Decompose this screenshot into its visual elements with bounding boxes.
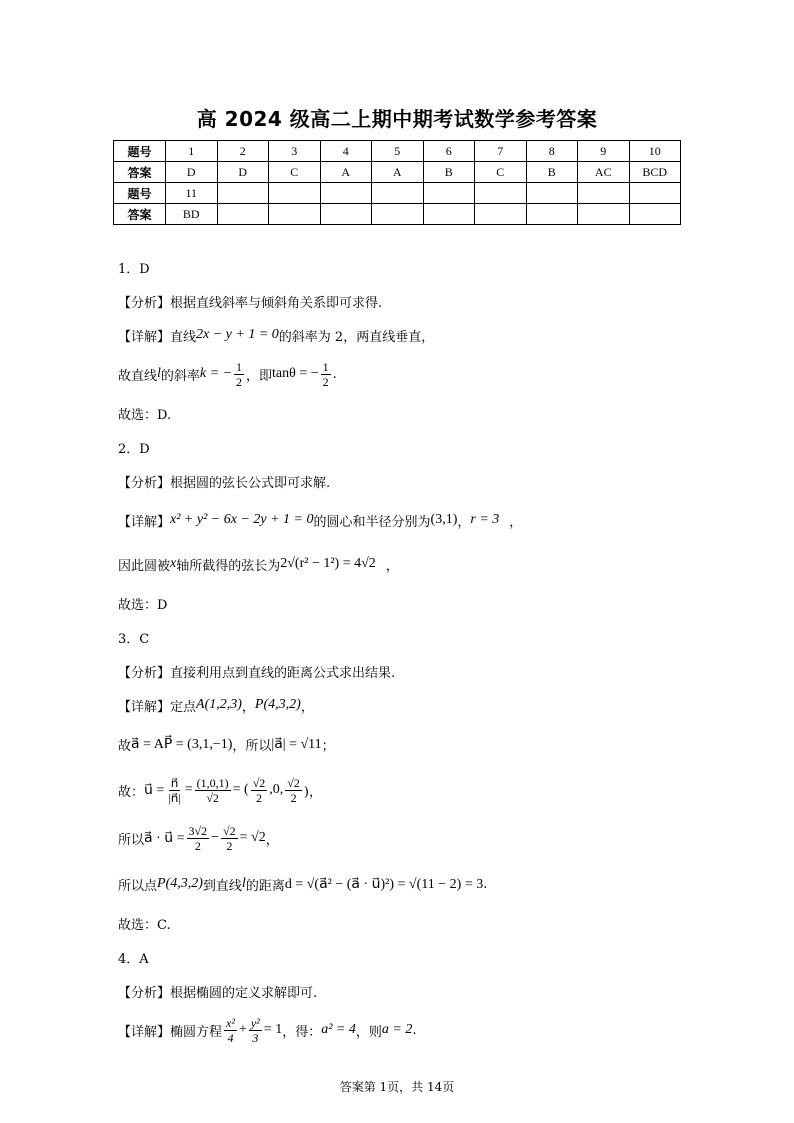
q4-a-value: a = 2 <box>381 1022 413 1037</box>
table-cell: D <box>217 162 269 183</box>
q3-analysis <box>118 654 688 688</box>
table-cell: B <box>526 162 578 183</box>
table-cell <box>526 183 578 204</box>
q4-text: 【详解】椭圆方程 <box>118 1024 223 1040</box>
row-label-question-number: 题号 <box>114 141 166 162</box>
q4-text: ，得： <box>282 1024 322 1040</box>
q1-analysis <box>118 284 688 318</box>
row-label-question-number: 题号 <box>114 183 166 204</box>
frac-numerator: x² <box>226 1015 235 1030</box>
q1-slope-line <box>118 352 688 396</box>
row-label-answer: 答案 <box>114 162 166 183</box>
table-cell: C <box>475 162 527 183</box>
table-cell <box>629 183 681 204</box>
table-cell: B <box>423 162 475 183</box>
q2-text: ， <box>385 558 399 574</box>
q1-slope-k: k = − <box>199 366 233 381</box>
q2-analysis-text: 【分析】根据圆的弦长公式即可求解. <box>118 475 331 491</box>
table-cell <box>320 183 372 204</box>
frac-numerator: √2 <box>223 823 236 838</box>
q3-vector-ap: a⃗ = AP⃗ = (3,1,−1) <box>131 736 233 752</box>
q2-heading <box>118 430 688 464</box>
q3-fraction <box>221 824 238 853</box>
q4-analysis <box>118 974 688 1008</box>
q3-text: 【详解】定点 <box>118 699 197 715</box>
q1-detail-prefix: 【详解】直线 <box>118 329 197 345</box>
table-cell <box>475 204 527 225</box>
q1-text: . <box>332 366 337 382</box>
q3-line-symbol: l <box>241 876 246 891</box>
table-cell: 4 <box>320 141 372 162</box>
q4-plus: + <box>238 1022 247 1037</box>
q4-eq: = 1 <box>263 1022 283 1037</box>
q4-heading <box>118 940 688 974</box>
q3-fraction <box>166 776 182 805</box>
q4-analysis-text: 【分析】根据椭圆的定义求解即可. <box>118 985 318 1001</box>
q3-point-p: P(4,3,2) <box>254 697 301 712</box>
frac-numerator: √2 <box>287 775 300 790</box>
page-footer: 答案第 1页，共 14页 <box>339 1080 455 1094</box>
table-cell: 7 <box>475 141 527 162</box>
q1-line-symbol: l <box>157 366 161 381</box>
q3-heading <box>118 620 688 654</box>
table-cell: 1 <box>166 141 218 162</box>
q3-text: 的距离 <box>245 878 285 894</box>
frac-denominator: |n⃗| <box>168 790 181 805</box>
q1-analysis-text: 【分析】根据直线斜率与倾斜角关系即可求得. <box>118 295 383 311</box>
q2-analysis <box>118 464 688 498</box>
q4-a-squared: a² = 4 <box>321 1022 356 1037</box>
frac-numerator: 1 <box>236 359 243 374</box>
q1-text: ，即 <box>246 368 273 384</box>
table-row-numbers-2 <box>114 183 681 204</box>
frac-numerator: (1,0,1) <box>196 775 229 790</box>
q1-choice <box>118 396 688 430</box>
table-cell <box>629 204 681 225</box>
table-row-answers-2 <box>114 204 681 225</box>
table-cell: AC <box>578 162 630 183</box>
table-cell: A <box>372 162 424 183</box>
q3-comma: ,0, <box>269 782 284 797</box>
table-cell <box>475 183 527 204</box>
frac-denominator: 2 <box>290 790 297 805</box>
frac-numerator: 3√2 <box>188 823 208 838</box>
table-cell: 3 <box>269 141 321 162</box>
q3-fraction <box>251 776 268 805</box>
table-cell <box>423 183 475 204</box>
table-cell <box>217 204 269 225</box>
q3-text: 故 <box>118 738 132 754</box>
q1-line-equation: 2x − y + 1 = 0 <box>196 327 279 342</box>
frac-denominator: 2 <box>322 374 329 389</box>
q2-head-text: 2．D <box>118 441 150 457</box>
table-cell: C <box>269 162 321 183</box>
q2-text: 因此圆被 <box>118 558 171 574</box>
q3-fraction <box>285 776 302 805</box>
q1-heading <box>118 250 688 284</box>
table-cell: 5 <box>372 141 424 162</box>
q1-text: 的斜率 <box>160 368 200 384</box>
q1-head-text: 1．D <box>118 261 150 277</box>
q3-choice <box>118 906 688 940</box>
table-cell <box>372 204 424 225</box>
table-cell: BD <box>166 204 218 225</box>
q3-distance <box>118 862 688 906</box>
q4-text: . <box>412 1022 417 1038</box>
q3-text: 所以 <box>118 832 145 848</box>
table-cell <box>217 183 269 204</box>
q2-text: 【详解】 <box>118 514 171 530</box>
table-cell <box>423 204 475 225</box>
table-cell <box>578 204 630 225</box>
frac-denominator: 2 <box>236 374 243 389</box>
q1-fraction-half <box>234 360 244 389</box>
q3-text: ； <box>321 738 335 754</box>
q3-au: a⃗ · u⃗ = <box>144 830 185 846</box>
q3-vector-a <box>118 722 688 766</box>
frac-denominator: 2 <box>194 838 201 853</box>
q2-circle-equation: x² + y² − 6x − 2y + 1 = 0 <box>170 512 314 527</box>
table-cell <box>269 183 321 204</box>
q4-fraction <box>249 1016 262 1045</box>
q3-choice-text: 故选：C. <box>118 917 171 933</box>
table-cell: 2 <box>217 141 269 162</box>
q1-detail-suffix: 的斜率为 2，两直线垂直， <box>278 329 435 345</box>
q2-text: ， <box>457 514 471 530</box>
q1-text: 故直线 <box>118 368 158 384</box>
table-cell: 9 <box>578 141 630 162</box>
q4-text: ，则 <box>355 1024 382 1040</box>
frac-numerator: 1 <box>322 359 329 374</box>
table-cell: 11 <box>166 183 218 204</box>
frac-numerator: √2 <box>252 775 266 790</box>
q3-eq: = ( <box>232 782 249 797</box>
q3-text: ， <box>241 699 255 715</box>
q2-x-axis: x <box>170 556 177 571</box>
table-cell: A <box>320 162 372 183</box>
q4-fraction <box>224 1016 237 1045</box>
q3-text: . <box>483 876 488 892</box>
q2-chord-length: 2√(r² − 1²) = 4√2 <box>280 556 376 571</box>
table-cell <box>526 204 578 225</box>
q4-head-text: 4．A <box>118 951 149 967</box>
q3-dot-product <box>118 814 688 862</box>
q3-fraction <box>195 776 231 805</box>
q3-text: 所以点 <box>118 878 158 894</box>
q3-text: ， <box>265 832 279 848</box>
q2-text: ， <box>509 514 523 530</box>
table-row-numbers-1 <box>114 141 681 162</box>
q2-radius: r = 3 <box>470 512 500 527</box>
q2-text: 轴所截得的弦长为 <box>176 558 281 574</box>
frac-numerator: n⃗ <box>170 775 179 790</box>
table-row-answers-1 <box>114 162 681 183</box>
q2-chord <box>118 542 688 586</box>
table-cell: BCD <box>629 162 681 183</box>
q3-analysis-text: 【分析】直接利用点到直线的距离公式求出结果. <box>118 665 396 681</box>
q3-norm-a: |a⃗| = √11 <box>271 736 322 752</box>
q3-distance-formula: d = √(a⃗² − (a⃗ · u⃗)²) = √(11 − 2) = 3 <box>284 876 484 892</box>
q2-center: (3,1) <box>430 512 458 527</box>
q3-fraction <box>187 824 210 853</box>
table-cell <box>269 204 321 225</box>
q1-detail <box>118 318 688 352</box>
frac-denominator: 3 <box>252 1030 259 1045</box>
page-title: 高 2024 级高二上期中期考试数学参考答案 <box>196 107 598 131</box>
q2-choice-text: 故选：D <box>118 597 168 613</box>
table-cell: 6 <box>423 141 475 162</box>
frac-numerator: y² <box>250 1015 260 1030</box>
q3-text: ，所以 <box>232 738 272 754</box>
table-cell: 10 <box>629 141 681 162</box>
row-label-answer: 答案 <box>114 204 166 225</box>
frac-denominator: 2 <box>226 838 233 853</box>
q3-u: u⃗ = <box>144 782 165 798</box>
q3-detail <box>118 688 688 722</box>
table-cell: 8 <box>526 141 578 162</box>
table-cell <box>372 183 424 204</box>
q2-text: 的圆心和半径分别为 <box>313 514 431 530</box>
q3-unit-vector <box>118 766 688 814</box>
q3-text: ， <box>300 699 314 715</box>
table-cell <box>320 204 372 225</box>
q3-text: 到直线 <box>202 878 242 894</box>
q1-choice-text: 故选：D. <box>118 407 172 423</box>
q1-fraction-half-2 <box>321 360 331 389</box>
q3-text: 故： <box>118 784 145 800</box>
q1-tan-theta: tanθ = − <box>272 366 319 381</box>
q3-eq: = √2 <box>239 830 266 845</box>
frac-denominator: 4 <box>227 1030 234 1045</box>
q3-head-text: 3．C <box>118 631 150 647</box>
table-cell <box>578 183 630 204</box>
table-cell: D <box>166 162 218 183</box>
q4-detail <box>118 1008 688 1052</box>
q3-point-p: P(4,3,2) <box>157 876 203 891</box>
q3-text: )， <box>303 784 322 800</box>
q2-detail <box>118 498 688 542</box>
q3-eq: = <box>184 782 193 797</box>
solutions <box>118 250 688 1052</box>
q3-minus: − <box>211 830 220 845</box>
q3-point-a: A(1,2,3) <box>196 697 242 712</box>
q2-choice <box>118 586 688 620</box>
answer-table <box>113 140 681 225</box>
frac-denominator: √2 <box>206 790 219 805</box>
frac-denominator: 2 <box>255 790 262 805</box>
